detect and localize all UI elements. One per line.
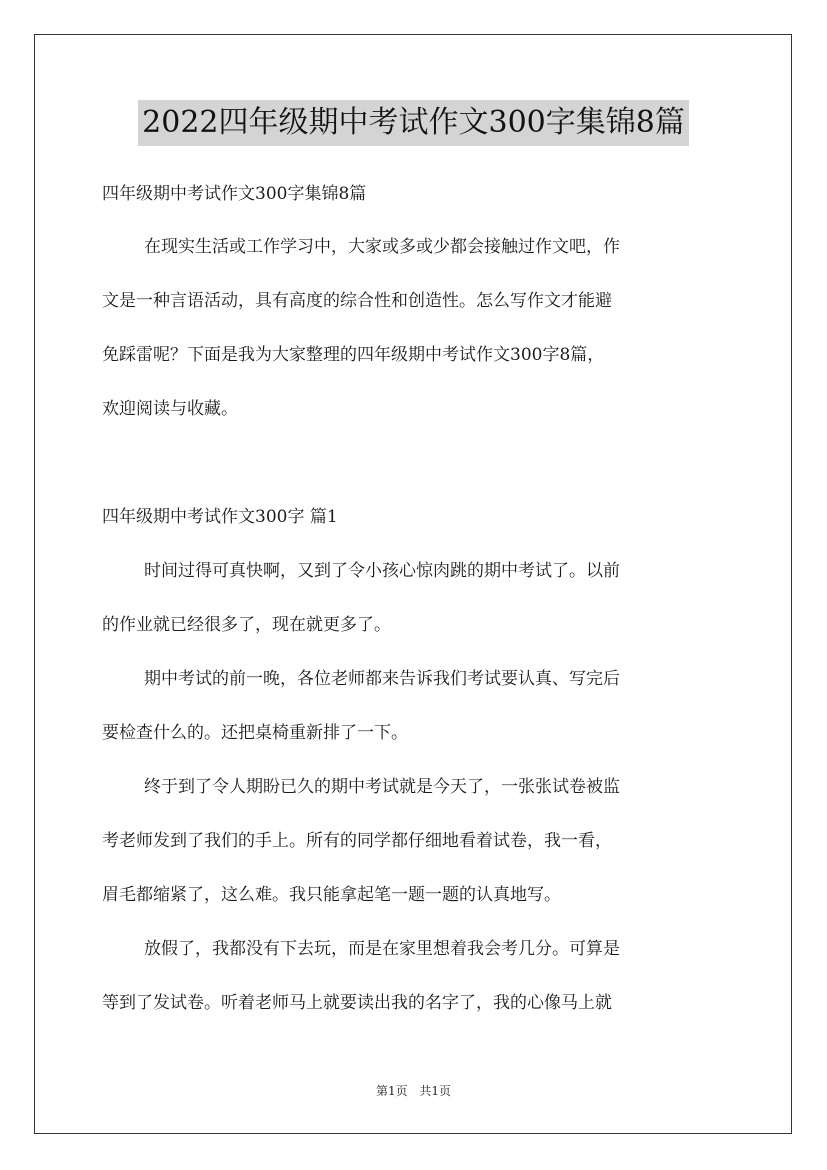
section-heading: 四年级期中考试作文300字 篇1 [102, 507, 338, 527]
intro-line-4: 欢迎阅读与收藏。 [102, 399, 238, 419]
intro-line-2: 文是一种言语活动，具有高度的综合性和创造性。怎么写作文才能避 [102, 291, 612, 311]
subtitle: 四年级期中考试作文300字集锦8篇 [102, 184, 367, 204]
body-line-6: 考老师发到了我们的手上。所有的同学都仔细地看着试卷，我一看， [102, 831, 612, 851]
body-line-4: 要检查什么的。还把桌椅重新排了一下。 [102, 723, 408, 743]
title-container [0, 100, 827, 146]
page-total: 共1页 [419, 1084, 452, 1098]
page-footer [0, 1082, 827, 1100]
body-line-5: 终于到了令人期盼已久的期中考试就是今天了，一张张试卷被监 [144, 777, 620, 797]
document-title: 2022四年级期中考试作文300字集锦8篇 [138, 100, 689, 146]
body-line-1: 时间过得可真快啊，又到了令小孩心惊肉跳的期中考试了。以前 [144, 561, 620, 581]
body-line-2: 的作业就已经很多了，现在就更多了。 [102, 615, 391, 635]
body-line-9: 等到了发试卷。听着老师马上就要读出我的名字了，我的心像马上就 [102, 993, 612, 1013]
intro-line-1: 在现实生活或工作学习中，大家或多或少都会接触过作文吧，作 [144, 237, 620, 257]
intro-line-3: 免踩雷呢？下面是我为大家整理的四年级期中考试作文300字8篇， [102, 345, 605, 365]
page-number: 第1页 [375, 1084, 408, 1098]
body-line-8: 放假了，我都没有下去玩，而是在家里想着我会考几分。可算是 [144, 939, 620, 959]
body-line-3: 期中考试的前一晚，各位老师都来告诉我们考试要认真、写完后 [144, 669, 620, 689]
body-line-7: 眉毛都缩紧了，这么难。我只能拿起笔一题一题的认真地写。 [102, 885, 561, 905]
